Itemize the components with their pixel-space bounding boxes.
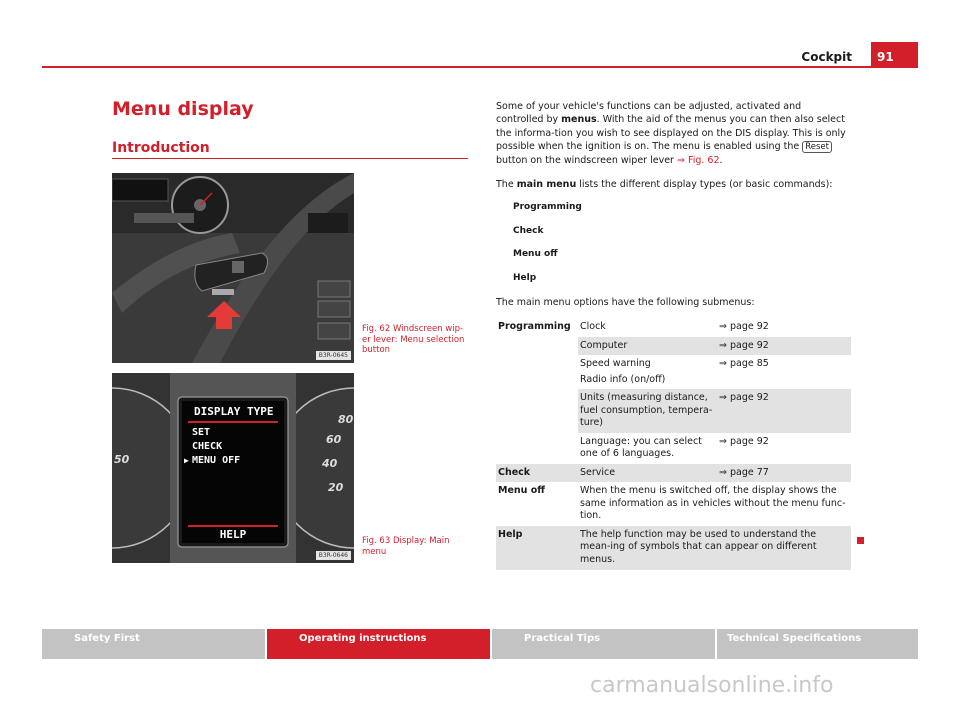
figure-link[interactable]: ⇒ Fig. 62 bbox=[676, 154, 720, 166]
list-item: Check bbox=[513, 225, 544, 236]
gauge-label: 60 bbox=[326, 433, 342, 446]
figure-display bbox=[112, 373, 354, 563]
subtitle-rule bbox=[112, 158, 468, 159]
footer-tab-operating-instructions[interactable]: Operating instructions bbox=[267, 629, 492, 659]
main-menu-paragraph bbox=[496, 178, 850, 191]
submenu-paragraph: The main menu options have the following submenus: bbox=[496, 297, 755, 308]
text-bold: menus bbox=[561, 114, 597, 126]
display-screen bbox=[182, 401, 284, 543]
table-row bbox=[496, 482, 851, 526]
table-cell-label: Help bbox=[498, 528, 523, 540]
display-rule bbox=[188, 421, 278, 423]
table-cell-ref[interactable]: ⇒ page 92 bbox=[717, 337, 851, 356]
table-cell-label: Programming bbox=[498, 321, 571, 332]
section-subtitle: Introduction bbox=[112, 140, 210, 156]
table-row bbox=[496, 433, 851, 464]
table-cell-ref[interactable]: ⇒ page 85 bbox=[719, 358, 769, 370]
figure-tag: B3R-0645 bbox=[316, 351, 351, 360]
table-row bbox=[496, 318, 851, 337]
display-option: CHECK bbox=[192, 441, 223, 452]
table-cell: Computer bbox=[578, 337, 717, 356]
list-item: Menu off bbox=[513, 249, 558, 260]
table-cell-line: Speed warning bbox=[580, 358, 651, 370]
text-run: button on the windscreen wiper lever bbox=[496, 154, 677, 166]
table-cell-ref[interactable]: ⇒ page 92 bbox=[719, 435, 769, 447]
table-row bbox=[496, 355, 851, 389]
gauge-label: 40 bbox=[322, 457, 338, 470]
text-bold: main menu bbox=[516, 179, 577, 190]
submenu-table bbox=[496, 318, 851, 570]
table-cell: The help function may be used to understand the mean-ing of symbols that can appear on different menus. bbox=[580, 528, 817, 565]
footer-nav bbox=[42, 629, 918, 659]
text-run: lists the different display types (or basic commands): bbox=[576, 179, 833, 190]
text-run: Some of your vehicle's functions can be adjusted, activated and controlled by bbox=[496, 101, 802, 126]
display-option-selected: MENU OFF bbox=[192, 455, 241, 466]
display-title: DISPLAY TYPE bbox=[194, 405, 274, 418]
table-row bbox=[496, 526, 851, 570]
table-cell-ref[interactable]: ⇒ page 77 bbox=[717, 464, 851, 483]
table-cell: Units (measuring distance, fuel consumption, tempera-ture) bbox=[578, 389, 717, 433]
text-run: . bbox=[719, 154, 723, 166]
menu-items-list bbox=[513, 202, 582, 296]
reset-key: Reset bbox=[802, 141, 832, 153]
gauge-label: 20 bbox=[328, 481, 344, 494]
section-title: Cockpit bbox=[801, 50, 852, 64]
table-row bbox=[496, 337, 851, 356]
text-run: . With the aid of the menus you can then also select the informa-tion you wish to see displayed on the DIS display. This is only possible when the ignition is on. The menu is enabled using the bbox=[496, 114, 846, 153]
list-item: Programming bbox=[513, 202, 582, 212]
gauge-label: 80 bbox=[338, 413, 354, 426]
table-cell-ref[interactable]: ⇒ page 92 bbox=[717, 389, 851, 433]
figure-caption: Fig. 63 Display: Main menu bbox=[362, 536, 450, 557]
figure-tag: B3R-0646 bbox=[316, 551, 351, 560]
table-cell: Language: you can select one of 6 languages. bbox=[580, 435, 702, 460]
footer-tab-technical-specifications[interactable]: Technical Specifications bbox=[717, 629, 918, 659]
text-run: The bbox=[496, 179, 517, 190]
table-cell-label: Menu off bbox=[498, 485, 545, 497]
display-rule bbox=[188, 525, 278, 527]
page-number: 91 bbox=[871, 42, 918, 67]
table-cell-line: Radio info (on/off) bbox=[580, 373, 666, 385]
gauge-label: 50 bbox=[114, 453, 130, 466]
table-cell: Service bbox=[578, 464, 717, 483]
footer-tab-practical-tips[interactable]: Practical Tips bbox=[492, 629, 717, 659]
table-cell-label: Check bbox=[498, 466, 531, 478]
selection-arrow-icon: ▶ bbox=[184, 456, 189, 465]
section-end-marker bbox=[857, 537, 864, 544]
figure-wiper-lever bbox=[112, 173, 354, 363]
wiper-lever-illustration bbox=[112, 173, 354, 363]
display-option: SET bbox=[192, 427, 211, 438]
footer-tab-safety-first[interactable]: Safety First bbox=[42, 629, 267, 659]
table-cell bbox=[578, 355, 717, 389]
display-help: HELP bbox=[219, 528, 247, 541]
table-row bbox=[496, 464, 851, 483]
figure-caption: Fig. 62 Windscreen wip-er lever: Menu selection button bbox=[362, 324, 465, 356]
table-cell: When the menu is switched off, the display shows the same information as in vehicles without the menu func-tion. bbox=[580, 485, 846, 522]
list-item: Help bbox=[513, 272, 537, 283]
intro-paragraph bbox=[496, 100, 850, 167]
page-title: Menu display bbox=[112, 98, 254, 120]
watermark: carmanualsonline.info bbox=[590, 673, 834, 698]
table-cell: Clock bbox=[580, 321, 606, 332]
table-cell-ref[interactable]: ⇒ page 92 bbox=[719, 321, 769, 332]
table-row bbox=[496, 389, 851, 433]
header-rule bbox=[42, 66, 918, 68]
